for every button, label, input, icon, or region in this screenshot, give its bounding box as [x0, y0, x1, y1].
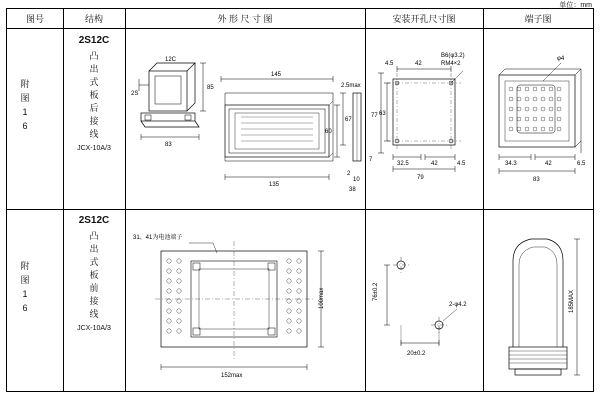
row2-structure-cn: 凸出式板前接线 [89, 230, 99, 319]
row1-dim-10: 10 [353, 177, 360, 183]
row1-dim-60: 60 [325, 129, 332, 135]
row1-dim-85: 85 [207, 85, 214, 91]
row2-tuhao-char-4: 6 [22, 303, 28, 313]
unit-note: 单位：mm [559, 2, 592, 9]
row2-outline-drawing [125, 209, 365, 391]
row1-structure-cell [63, 29, 125, 209]
row2-tuhao-char-1: 附 [20, 261, 30, 271]
row1-mnt-42b: 42 [431, 161, 438, 167]
row1-mnt-45b: 4.5 [457, 161, 466, 167]
row1-term-83: 83 [533, 177, 540, 183]
dimension-table [6, 8, 594, 392]
row1-outline-drawing [125, 29, 365, 209]
header-waixing: 外 形 尺 寸 图 [217, 14, 273, 24]
row1-dim-145: 145 [271, 72, 282, 78]
header-duanzi: 端子图 [524, 14, 552, 24]
row1-mnt-RM4: RM4×2 [441, 61, 461, 67]
row2-tuhao-char-2: 图 [20, 275, 30, 285]
row2-terminal-drawing [483, 209, 593, 391]
row1-structure-model: JCX-10A/3 [77, 144, 111, 152]
row1-dim-83: 83 [165, 142, 172, 148]
row2-outline-note: 31、41为电池端子 [133, 235, 183, 241]
row1-term-65: 6.5 [577, 161, 586, 167]
row1-mnt-63: 63 [379, 111, 386, 117]
row2-mnt-76: 76±0.2 [373, 282, 379, 301]
row1-mnt-79: 79 [417, 175, 424, 181]
row2-dim-100max: 100max [319, 287, 325, 309]
row2-structure-code: 2S12C [78, 215, 110, 226]
header-jiegou: 结构 [84, 14, 103, 24]
header-kaikong: 安装开孔尺寸图 [392, 14, 456, 24]
row2-mnt-2phi42: 2-φ4.2 [449, 302, 467, 308]
row1-structure-cn: 凸出式板后接线 [89, 50, 99, 139]
row1-mnt-325: 32.5 [397, 161, 409, 167]
row1-dim-12C: 12C [165, 57, 177, 63]
row1-mnt-77: 77 [371, 113, 378, 119]
row1-tuhao-cell [7, 29, 63, 209]
row1-dim-67: 67 [345, 117, 352, 123]
row1-mnt-7: 7 [369, 157, 373, 163]
row1-tuhao-char-1: 附 [20, 79, 30, 89]
row1-dim-2: 2 [347, 171, 351, 177]
row1-term-42: 42 [545, 161, 552, 167]
row2-mnt-20: 20±0.2 [407, 351, 426, 357]
row1-structure-code: 2S12C [78, 35, 110, 46]
row1-tuhao-char-3: 1 [22, 107, 28, 117]
row1-mnt-45a: 4.5 [385, 61, 394, 67]
row2-tuhao-char-3: 1 [22, 289, 28, 299]
row1-dim-25max: 2.5max [341, 83, 361, 89]
row2-tuhao-cell [7, 209, 63, 391]
row1-terminal-drawing [483, 29, 593, 209]
row1-mnt-42a: 42 [415, 61, 422, 67]
row1-mnt-B6: B6(φ3.2) [441, 53, 465, 59]
row1-mounting-drawing [365, 29, 483, 209]
row2-term-185max: 185MAX [569, 289, 575, 313]
row1-dim-38: 38 [349, 187, 356, 193]
row1-term-phi4: φ4 [557, 56, 565, 62]
row2-dim-152max: 152max [221, 373, 243, 379]
row1-tuhao-char-4: 6 [22, 121, 28, 131]
table-header-row [7, 9, 593, 29]
row1-dim-135: 135 [269, 182, 280, 188]
row1-dim-2S: 2S [131, 91, 139, 97]
header-tuhao: 图号 [25, 14, 44, 24]
row2-structure-cell [63, 209, 125, 391]
row2-structure-model: JCX-10A/3 [77, 324, 111, 332]
row1-term-343: 34.3 [505, 161, 517, 167]
row1-tuhao-char-2: 图 [20, 93, 30, 103]
row2-mounting-drawing [365, 209, 483, 391]
